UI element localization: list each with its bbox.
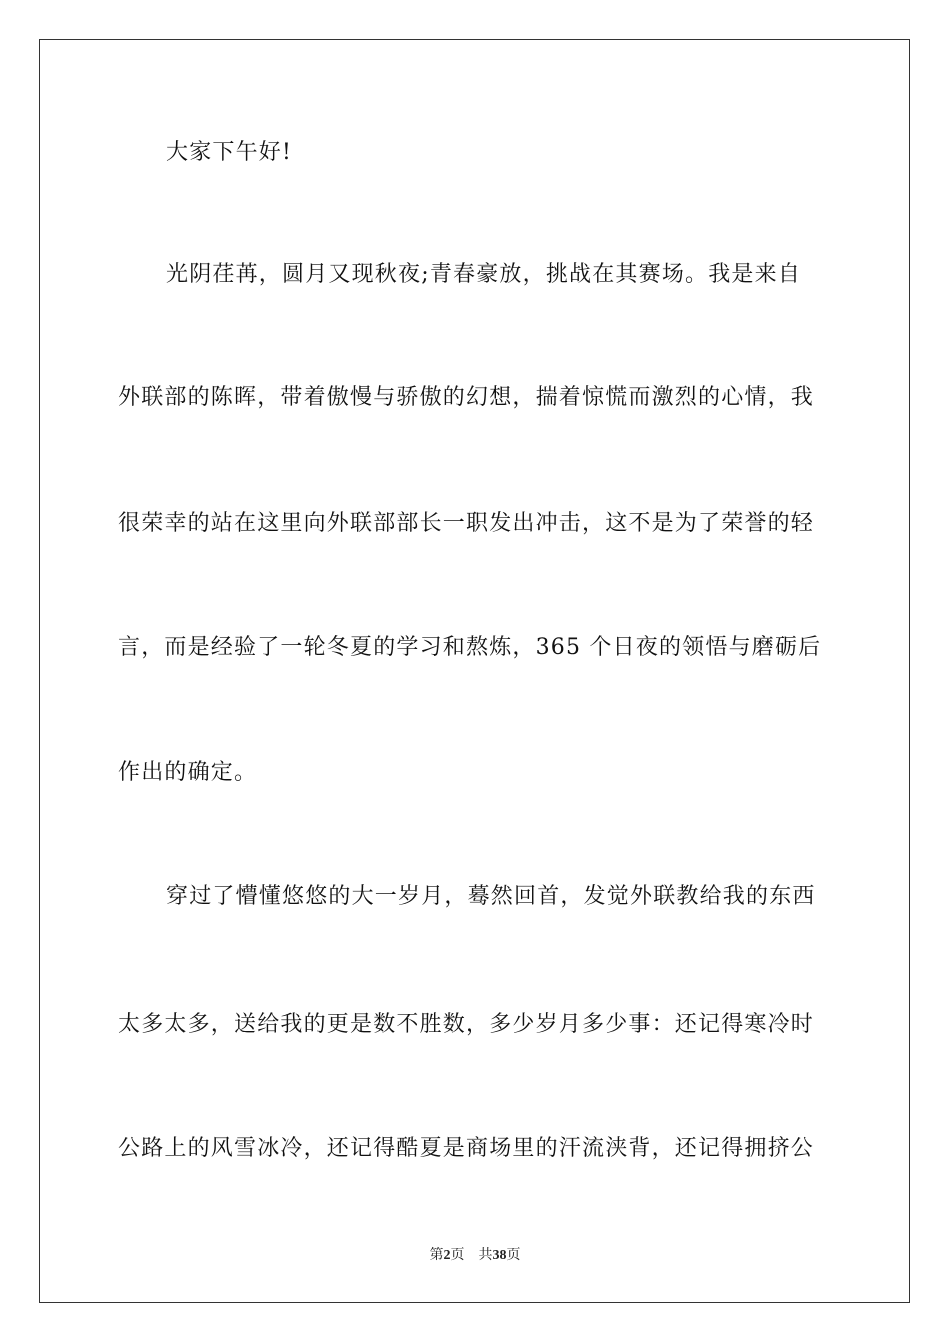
body-line: 外联部的陈晖，带着傲慢与骄傲的幻想，揣着惊慌而激烈的心情，我 <box>118 385 815 410</box>
page-border <box>39 39 910 1303</box>
total-pages: 38 <box>492 1248 507 1263</box>
page-footer <box>0 1246 950 1266</box>
body-line: 太多太多，送给我的更是数不胜数，多少岁月多少事：还记得寒冷时 <box>118 1012 815 1037</box>
page-prefix: 第 <box>429 1248 444 1263</box>
page-suffix: 页 <box>450 1248 465 1263</box>
body-line: 公路上的风雪冰冷，还记得酷夏是商场里的汗流浃背，还记得拥挤公 <box>118 1136 815 1161</box>
total-prefix: 共 <box>478 1248 493 1263</box>
body-line: 很荣幸的站在这里向外联部部长一职发出冲击，这不是为了荣誉的轻 <box>118 511 815 536</box>
page-number: 2 <box>443 1248 451 1263</box>
total-suffix: 页 <box>506 1248 521 1263</box>
body-line: 光阴荏苒，圆月又现秋夜;青春豪放，挑战在其赛场。我是来自 <box>166 262 802 287</box>
body-line: 言，而是经验了一轮冬夏的学习和熬炼，365 个日夜的领悟与磨砺后 <box>118 635 822 660</box>
body-line: 穿过了懵懂悠悠的大一岁月，蓦然回首，发觉外联教给我的东西 <box>166 884 816 909</box>
body-line: 作出的确定。 <box>118 760 258 785</box>
greeting-line: 大家下午好! <box>166 140 293 165</box>
